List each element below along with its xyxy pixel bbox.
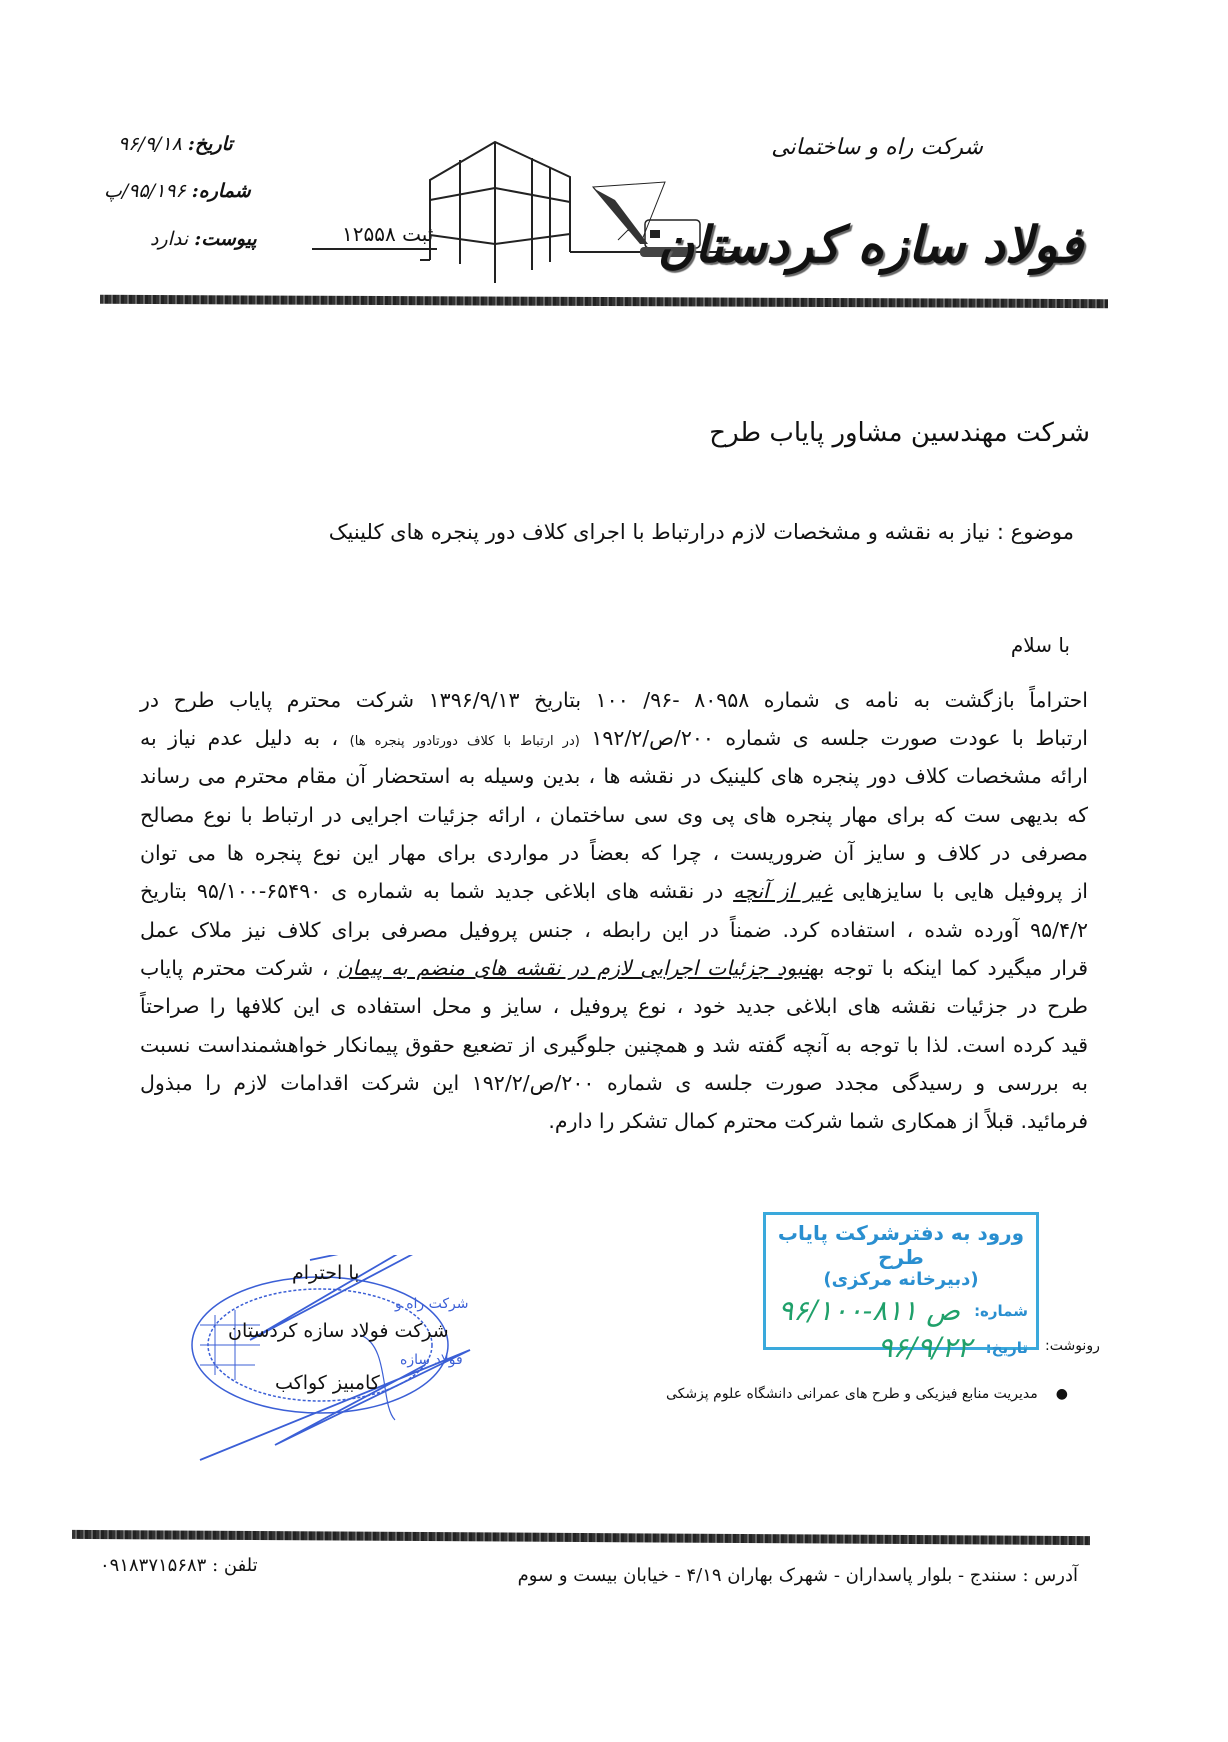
body-line <box>140 728 1088 749</box>
seal-text: شرکت راه و <box>395 1296 469 1312</box>
company-subtitle: شرکت راه و ساختمانی <box>771 135 983 160</box>
stamp-date-value: ۹۶/۹/۲۲ <box>877 1331 972 1364</box>
body-line <box>140 958 1088 979</box>
body-text: ارتباط با عودت صورت جلسه ی شماره ۲۰۰/ص/۱۹۲/۲ <box>591 726 1089 750</box>
body-text: فرمائید. قبلاً از همکاری شما شرکت محترم کمال تشکر را دارم. <box>548 1109 1088 1133</box>
signature-closing: با احترام <box>292 1262 360 1284</box>
signature-company: شرکت فولاد سازه کردستان <box>228 1320 449 1342</box>
attachment-label: پیوست: <box>194 228 257 250</box>
cc-label: رونوشت: <box>1045 1338 1100 1354</box>
underlined-text: غیر از آنچه <box>733 879 833 903</box>
bullet-icon: ● <box>1055 1386 1068 1402</box>
stamp-date-row <box>766 1331 1036 1364</box>
stamp-subtitle: (دبیرخانه مرکزی) <box>823 1269 979 1290</box>
stamp-number-value: ص ۸۱۱-۹۶/۱۰۰ <box>778 1294 961 1327</box>
body-note: (در ارتباط با کلاف دورتادور پنجره ها) <box>349 734 580 749</box>
body-text: که بدیهی ست که برای مهار پنجره های پی وی سی ساختمان ، ارائه جزئیات اجرایی در ارتباط با نوع مصالح <box>140 803 1088 827</box>
footer-phone: تلفن : ۰۹۱۸۳۷۱۵۶۸۳ <box>100 1555 258 1576</box>
attachment-value: ندارد <box>150 228 189 250</box>
body-line <box>140 920 1088 941</box>
footer-divider <box>72 1530 1090 1545</box>
body-line <box>140 690 1088 711</box>
registration-number: ثبت ۱۲۵۵۸ <box>312 222 437 250</box>
greeting: با سلام <box>1010 633 1070 657</box>
subject: موضوع : نیاز به نقشه و مشخصات لازم درارتباط با اجرای کلاف دور پنجره های کلینیک <box>328 520 1074 544</box>
stamp-number-label: شماره: <box>974 1301 1028 1320</box>
body-text: قید کرده است. لذا با توجه به آنچه گفته شد و همچنین جلوگیری از تضعیع حقوق پیمانکار خواهشمنداست نسبت <box>140 1033 1088 1057</box>
seal-text: فولاد سازه <box>400 1352 463 1368</box>
recipient: شرکت مهندسین مشاور پایاب طرح <box>709 418 1090 448</box>
date-value: ۹۶/۹/۱۸ <box>118 133 182 155</box>
body-text: طرح در جزئیات نقشه های ابلاغی جدید خود ، نوع پروفیل ، سایز و محل استفاده ی این کلافها را صراحتاً <box>140 994 1088 1018</box>
body-text: در نقشه های ابلاغی جدید شما به شماره ی ۶۵۴۹۰-۹۵/۱۰۰ بتاریخ <box>140 879 724 903</box>
body-line <box>140 1073 1088 1094</box>
signature-name: کامبیز کواکب <box>275 1372 380 1394</box>
date-label: تاریخ: <box>187 133 233 155</box>
received-stamp <box>763 1212 1039 1364</box>
body-line <box>140 1035 1088 1056</box>
body-text: مصرفی در کلاف و سایز آن ضروریست ، چرا که بعضاً در مواردی برای مهار این نوع پنجره ها می توان <box>140 841 1088 865</box>
body-text: ارائه مشخصات کلاف دور پنجره های کلینیک در نقشه ها ، بدین وسیله به استحضار آن مقام محترم می رساند <box>140 764 1088 788</box>
letter-attachment <box>150 228 257 250</box>
company-seal-icon <box>180 1255 490 1475</box>
stamp-date-label: تاریخ: <box>985 1338 1028 1357</box>
underlined-text: نبود جزئیات اجرایی لازم در نقشه های منضم به پیمان <box>337 956 810 980</box>
body-text: ، شرکت محترم پایاب <box>140 956 329 980</box>
body-text: ، به دلیل عدم نیاز به <box>140 726 339 750</box>
company-name: فولاد سازه کردستان <box>657 215 1083 274</box>
number-value: ۹۵/۱۹۶/پ <box>104 180 186 202</box>
body-text: از پروفیل هایی با سایزهایی <box>842 879 1088 903</box>
body-line <box>140 843 1088 864</box>
body-text: ۹۵/۴/۲ آورده شده ، استفاده کرد. ضمناً در این رابطه ، جنس پروفیل مصرفی برای کلاف نیز ملاک عمل <box>140 918 1088 942</box>
cc-item-text: مدیریت منابع فیزیکی و طرح های عمرانی دانشگاه علوم پزشکی <box>665 1386 1038 1402</box>
body-line <box>140 1111 1088 1132</box>
cc-item <box>666 1386 1068 1402</box>
body-line <box>140 805 1088 826</box>
stamp-number-row <box>766 1294 1036 1327</box>
number-label: شماره: <box>191 180 251 202</box>
body-line <box>140 766 1088 787</box>
body-line <box>140 996 1088 1017</box>
body-text: قرار میگیرد کما اینکه با توجه به <box>809 956 1088 980</box>
body-text: احتراماً بازگشت به نامه ی شماره ۸۰۹۵۸ -۹۶/ ۱۰۰ بتاریخ ۱۳۹۶/۹/۱۳ شرکت محترم پایاب طرح در <box>140 688 1088 712</box>
body-line <box>140 881 1088 902</box>
footer-address: آدرس : سنندج - بلوار پاسداران - شهرک بهاران ۴/۱۹ - خیابان بیست و سوم <box>517 1565 1078 1586</box>
letter-number <box>104 180 251 202</box>
letter-date <box>118 133 233 155</box>
stamp-title: ورود به دفترشرکت پایاب طرح <box>777 1221 1025 1269</box>
body-text: به بررسی و رسیدگی مجدد صورت جلسه ی شماره ۲۰۰/ص/۱۹۲/۲ این شرکت اقدامات لازم را مبذول <box>140 1071 1088 1095</box>
